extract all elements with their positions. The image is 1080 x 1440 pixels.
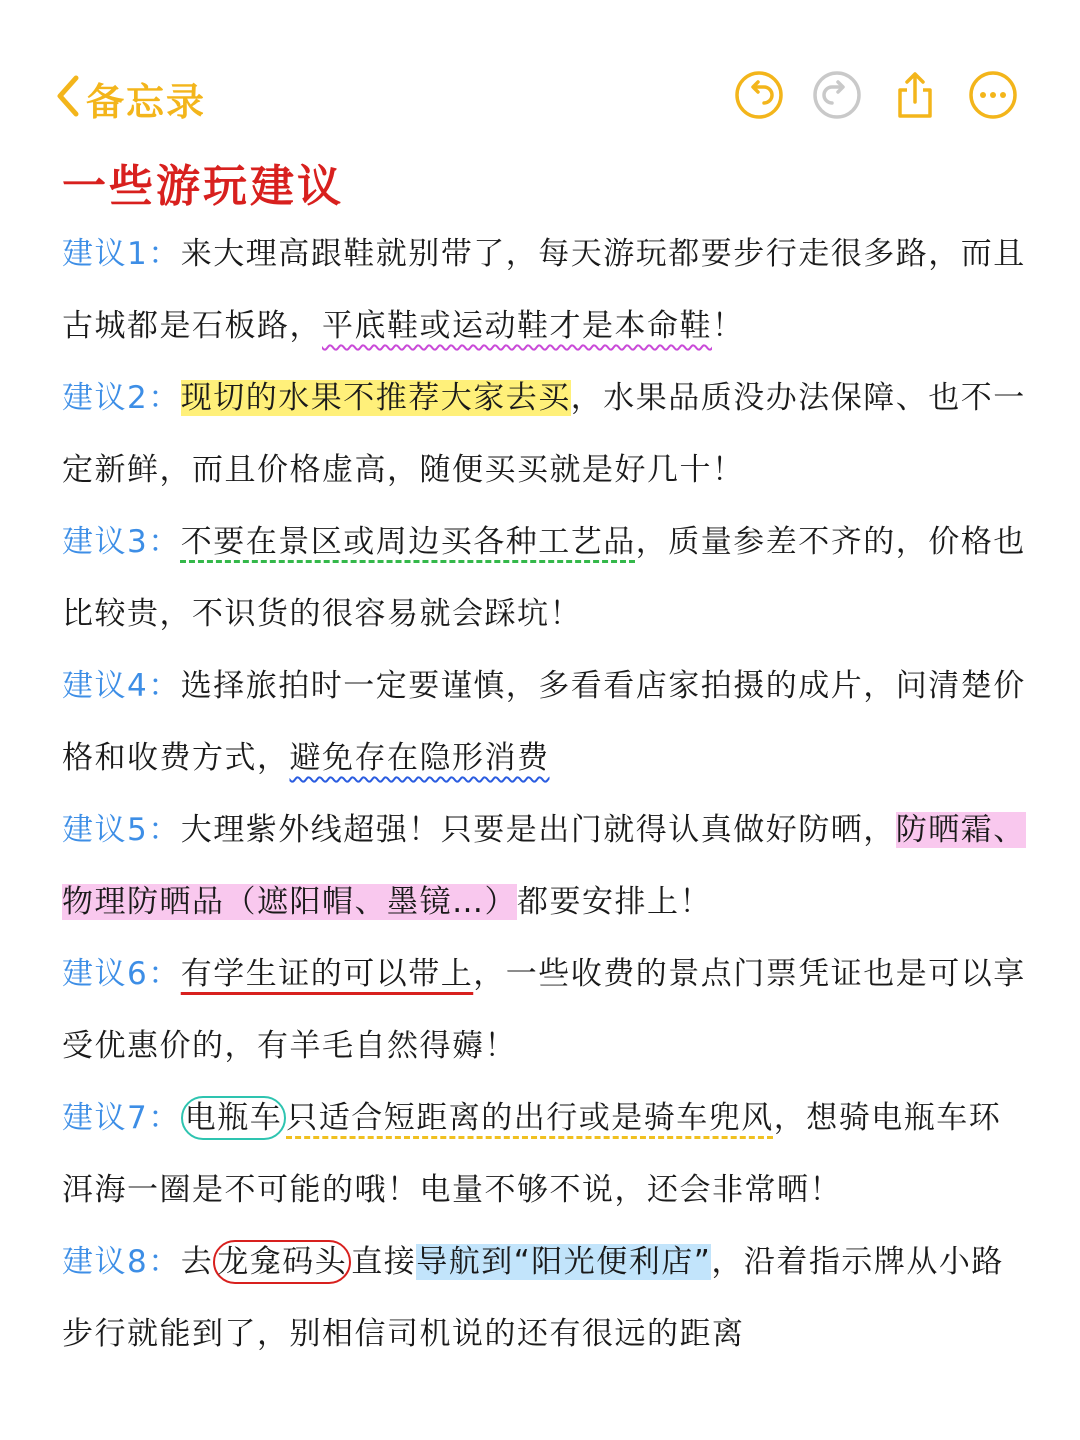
tip-emphasis: 有学生证的可以带上 [180,956,474,992]
tip-text: ，质量参差不齐的，价格也比较贵，不识货的很容易就会踩坑！ [62,524,1026,632]
tip-text: ，水果品质没办法保障、也不一定新鲜，而且价格虚高，随便买买就是好几十！ [62,380,1026,488]
tip-emphasis: 导航到“阳光便利店” [416,1244,712,1280]
tip-emphasis: 龙龛码头 [213,1240,351,1284]
tip-text: 去 [180,1244,214,1280]
redo-icon[interactable] [812,70,862,120]
toolbar-icons [734,70,1018,120]
more-icon[interactable] [968,70,1018,120]
tip-paragraph [62,938,1032,1082]
tip-label: 建议5： [62,812,181,848]
tip-emphasis: 电瓶车 [181,1096,287,1140]
back-button[interactable] [52,68,206,128]
tip-text: ，一些收费的景点门票凭证也是可以享受优惠价的，有羊毛自然得薅！ [62,956,1026,1064]
tip-label: 建议3： [62,524,181,560]
tip-text: ，想骑电瓶车环洱海一圈是不可能的哦！电量不够不说，还会非常晒！ [62,1100,1002,1208]
tip-emphasis: 避免存在隐形消费 [289,740,550,776]
tip-emphasis: 不要在景区或周边买各种工艺品 [180,524,636,560]
tip-emphasis: 只适合短距离的出行或是骑车兜风 [286,1100,774,1136]
tip-paragraph [62,218,1032,362]
tip-label: 建议7： [62,1100,181,1136]
tip-label: 建议6： [62,956,181,992]
tip-text: ！ [712,308,745,344]
top-navigation-bar [0,60,1080,132]
tip-paragraph [62,362,1032,506]
tip-label: 建议8： [62,1244,181,1280]
tip-emphasis: 防晒霜、物理防晒品（遮阳帽、墨镜…） [62,812,1026,920]
undo-icon[interactable] [734,70,784,120]
tip-label: 建议1： [62,236,181,272]
tip-paragraph [62,1226,1032,1370]
chevron-left-icon [52,72,82,124]
tip-emphasis: 平底鞋或运动鞋才是本命鞋 [322,308,712,344]
tip-text: ，沿着指示牌从小路步行就能到了，别相信司机说的还有很远的距离 [62,1244,1004,1352]
tip-paragraph [62,650,1032,794]
tip-text: 大理紫外线超强！只要是出门就得认真做好防晒， [180,812,896,848]
tip-paragraph [62,506,1032,650]
tip-text: 来大理高跟鞋就别带了，每天游玩都要步行走很多路，而且古城都是石板路， [62,236,1026,344]
tip-label: 建议2： [62,380,181,416]
share-icon[interactable] [890,70,940,120]
back-label: 备忘录 [86,79,207,124]
tip-text: 都要安排上！ [517,884,712,920]
note-body[interactable] [62,218,1032,1370]
note-title: 一些游玩建议 [62,161,344,212]
tip-label: 建议4： [62,668,181,704]
tip-paragraph [62,1082,1032,1226]
tip-paragraph [62,794,1032,938]
tip-text: 选择旅拍时一定要谨慎，多看看店家拍摄的成片，问清楚价格和收费方式， [62,668,1026,776]
tip-emphasis: 现切的水果不推荐大家去买 [180,380,571,416]
tip-text: 直接 [351,1244,417,1280]
